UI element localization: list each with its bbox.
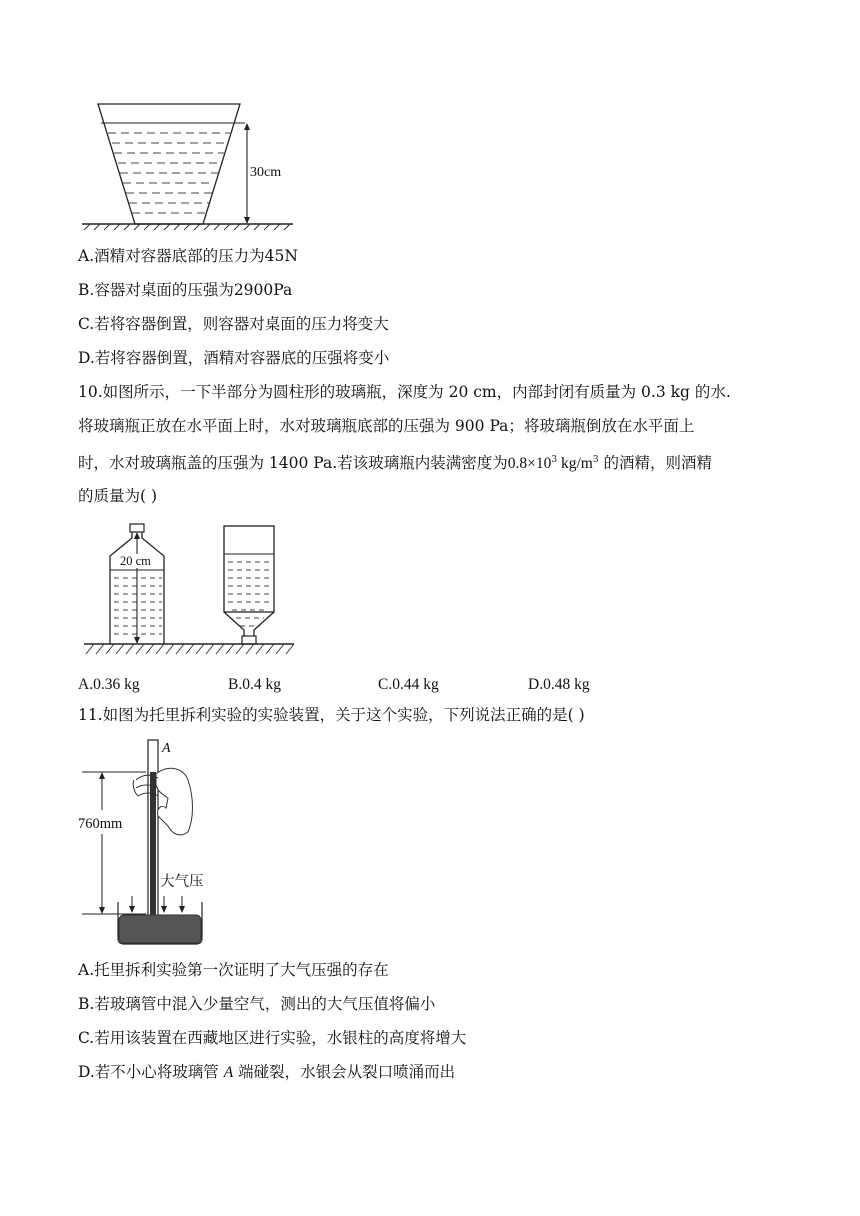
q10-density-unit-exp: 3 <box>592 455 599 465</box>
q10-bottles-figure <box>84 520 296 660</box>
q11-tube-end-label: A <box>162 741 171 756</box>
q9-option-d: D.若将容器倒置，酒精对容器底的压强将变小 <box>78 349 390 367</box>
q10-options-row <box>78 676 678 696</box>
q10-density-unit: kg/m <box>557 455 593 472</box>
q10-stem-line-4: 的质量为( ) <box>78 487 158 505</box>
q9-container-figure <box>78 96 298 230</box>
q10-option-c: C.0.44 kg <box>378 676 439 693</box>
q11-option-d-pre: D.若不小心将玻璃管 <box>78 1063 224 1081</box>
q11-option-d-post: 端碰裂，水银会从裂口喷涌而出 <box>233 1063 456 1081</box>
q11-option-d <box>78 1062 455 1083</box>
q10-stem-line-3 <box>78 450 712 474</box>
q10-height-label: 20 cm <box>120 554 151 568</box>
q10-stem-line-1: 10.如图所示，一下半部分为圆柱形的玻璃瓶，深度为 20 cm，内部封闭有质量为 0.3 kg 的水. <box>78 383 731 401</box>
q9-option-a: A.酒精对容器底部的压力为45N <box>78 247 298 265</box>
q10-stem-line-2: 将玻璃瓶正放在水平面上时，水对玻璃瓶底部的压强为 900 Pa；将玻璃瓶倒放在水平面上 <box>78 417 695 435</box>
q10-option-a: A.0.36 kg <box>78 676 140 693</box>
q10-stem-line-3-post: 的酒精，则酒精 <box>603 454 712 472</box>
q11-option-b: B.若玻璃管中混入少量空气，测出的大气压值将偏小 <box>78 995 436 1013</box>
q11-option-a: A.托里拆利实验第一次证明了大气压强的存在 <box>78 961 389 979</box>
q10-stem-line-3-pre: 时，水对玻璃瓶盖的压强为 1400 Pa.若该玻璃瓶内装满密度为 <box>78 454 508 472</box>
q9-depth-label: 30cm <box>250 165 282 180</box>
q11-option-c: C.若用该装置在西藏地区进行实验，水银柱的高度将增大 <box>78 1029 467 1047</box>
q11-torricelli-figure <box>76 734 276 948</box>
q11-option-d-italic: A <box>223 1064 234 1081</box>
q10-density-base: 0.8×10 <box>507 455 552 472</box>
q10-option-d: D.0.48 kg <box>528 676 590 693</box>
q10-option-b: B.0.4 kg <box>228 676 281 693</box>
q11-stem: 11.如图为托里拆利实验的实验装置，关于这个实验，下列说法正确的是( ) <box>78 706 585 724</box>
q10-density-exp: 3 <box>551 455 558 465</box>
q9-option-b: B.容器对桌面的压强为2900Pa <box>78 281 293 299</box>
q11-height-label: 760mm <box>78 816 123 832</box>
q11-pressure-label: 大气压 <box>160 874 204 890</box>
q9-option-c: C.若将容器倒置，则容器对桌面的压力将变大 <box>78 315 389 333</box>
